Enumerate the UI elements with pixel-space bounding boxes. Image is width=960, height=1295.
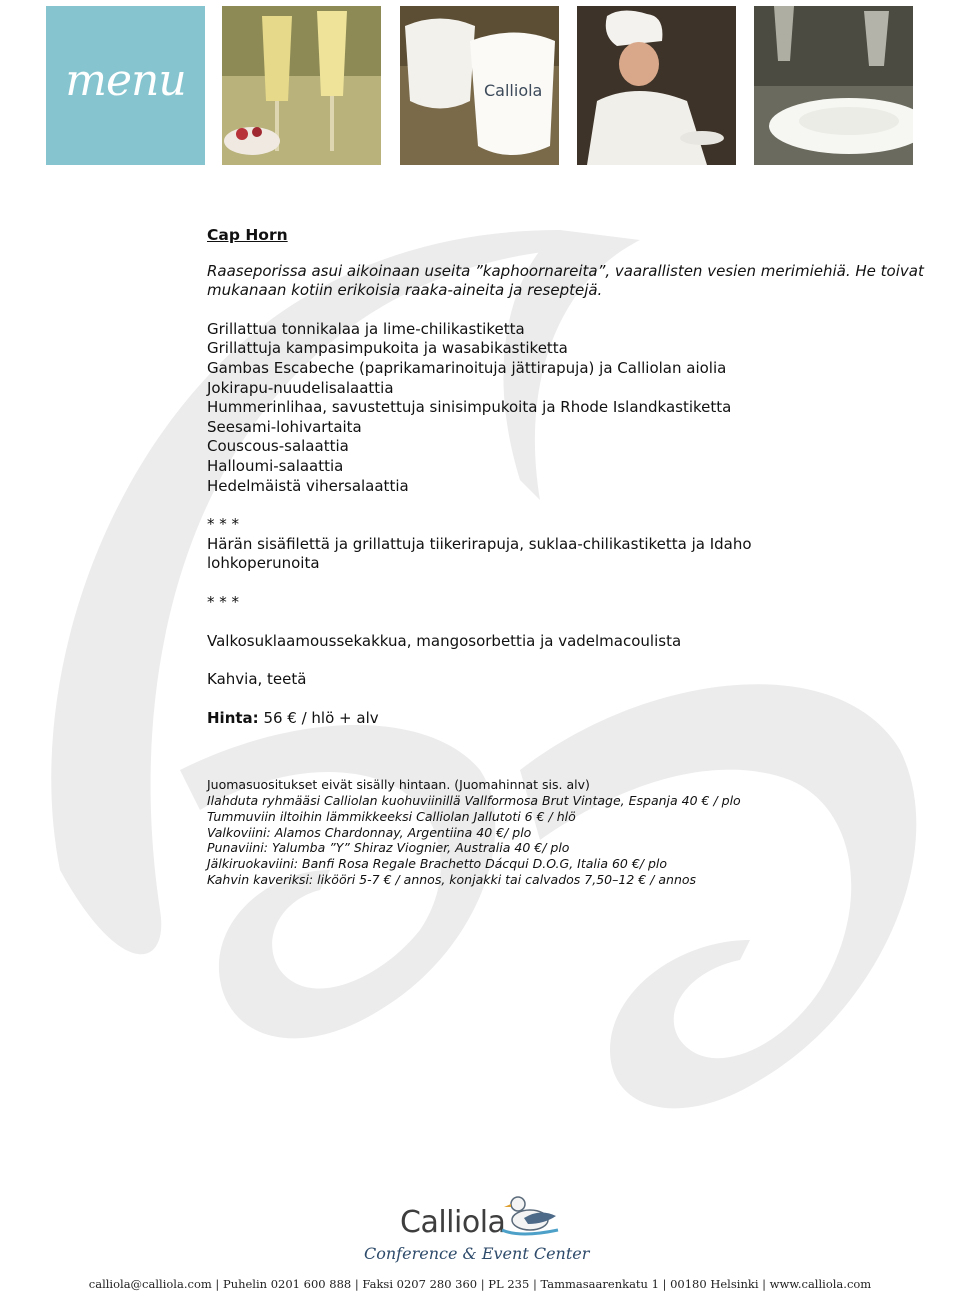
course-separator: * * * <box>207 515 240 534</box>
main-course: Härän sisäfilettä ja grillattuja tiikerirapuja, suklaa-chilikastiketta ja Idaho lohkoperunoita <box>207 534 752 573</box>
list-item: Grillattuja kampasimpukoita ja wasabikastiketta <box>207 339 568 358</box>
calliola-cups-photo <box>400 6 559 165</box>
notes-heading: Juomasuositukset eivät sisälly hintaan. (Juomahinnat sis. alv) <box>207 777 590 793</box>
champagne-glasses-photo <box>222 6 381 165</box>
drink-line: Valkoviini: Alamos Chardonnay, Argentiina 40 €/ plo <box>207 824 532 840</box>
menu-title: menu <box>65 55 186 106</box>
list-item: Halloumi-salaattia <box>207 456 344 475</box>
drink-line: Punaviini: Yalumba ”Y” Shiraz Viognier, Australia 40 €/ plo <box>207 840 570 856</box>
drink-line: Tummuviin iltoihin lämmikkeeksi Calliolan Jallutoti 6 € / hlö <box>207 808 576 824</box>
list-item: Grillattua tonnikalaa ja lime-chilikastiketta <box>207 319 525 338</box>
logo-tagline: Conference & Event Center <box>364 1244 590 1263</box>
list-item: Gambas Escabeche (paprikamarinoituja jättirapuja) ja Calliolan aiolia <box>207 358 727 377</box>
chef-photo <box>577 6 736 165</box>
course-separator: * * * <box>207 592 240 611</box>
list-item: Jokirapu-nuudelisalaattia <box>207 378 394 397</box>
menu-title-tile <box>46 6 205 165</box>
list-item: Hedelmäistä vihersalaattia <box>207 476 409 495</box>
drink-line: Kahvin kaveriksi: likööri 5-7 € / annos, konjakki tai calvados 7,50–12 € / annos <box>207 872 697 888</box>
price-value: 56 € / hlö + alv <box>258 708 379 727</box>
price <box>207 709 927 729</box>
price-label: Hinta: <box>207 708 259 727</box>
table-setting-photo <box>754 6 913 165</box>
coffee: Kahvia, teetä <box>207 670 307 689</box>
list-item: Couscous-salaattia <box>207 437 349 456</box>
list-item: Seesami-lohivartaita <box>207 417 362 436</box>
seagull-icon <box>500 1190 560 1242</box>
drink-notes <box>207 777 927 888</box>
svg-text:Calliola: Calliola <box>484 81 543 100</box>
starter-list <box>207 320 927 496</box>
menu-content <box>207 226 927 888</box>
contact-line: calliola@calliola.com | Puhelin 0201 600 888 | Faksi 0207 280 360 | PL 235 | Tammasaarenkatu 1 | 00180 Helsinki | www.calliola.com <box>88 1277 872 1291</box>
dessert: Valkosuklaamoussekakkua, mangosorbettia ja vadelmacoulista <box>207 631 682 650</box>
menu-name: Cap Horn <box>207 226 288 244</box>
drink-line: Jälkiruokaviini: Banfi Rosa Regale Brachetto Dácqui D.O.G, Italia 60 €/ plo <box>207 856 668 872</box>
logo-wordmark: Calliola <box>400 1205 506 1240</box>
drink-line: Ilahduta ryhmääsi Calliolan kuohuviinillä Vallformosa Brut Vintage, Espanja 40 € / plo <box>207 793 741 809</box>
calliola-logo <box>360 1190 610 1270</box>
list-item: Hummerinlihaa, savustettuja sinisimpukoita ja Rhode Islandkastiketta <box>207 398 732 417</box>
menu-intro: Raaseporissa asui aikoinaan useita ”kaphoornareita”, vaarallisten vesien merimiehiä. He toivat mukanaan kotiin erikoisia raaka-aineita ja reseptejä. <box>207 261 924 300</box>
